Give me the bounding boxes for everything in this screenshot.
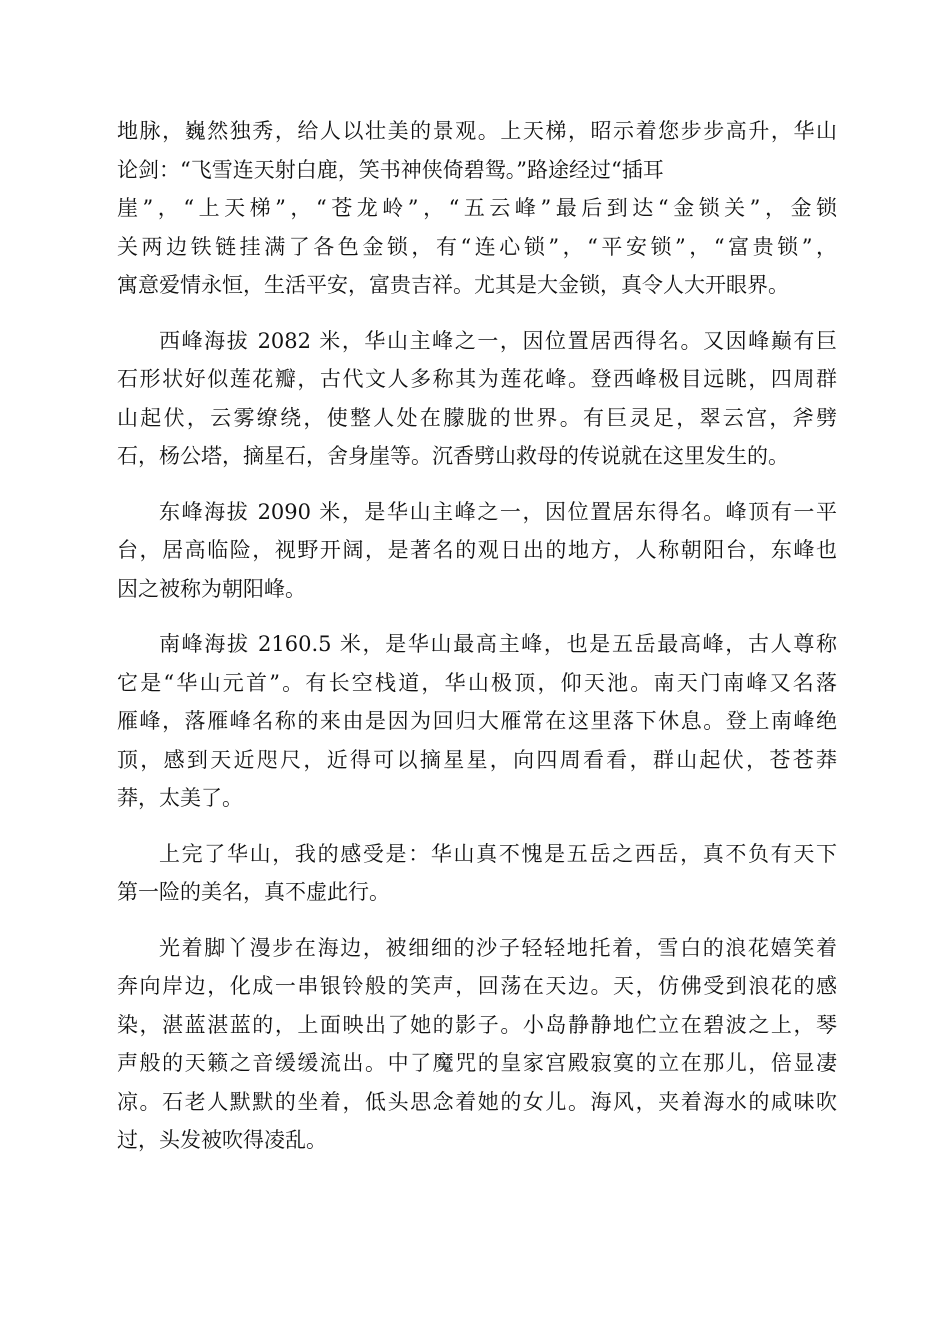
text-line: 东峰海拔 2090 米，是华山主峰之一，因位置居东得名。峰顶有一平	[159, 499, 837, 524]
text-line: 关两边铁链挂满了各色金锁，有“连心锁”，“平安锁”，“富贵锁”，	[117, 234, 837, 259]
text-line: 雁峰，落雁峰名称的来由是因为回归大雁常在这里落下休息。登上南峰绝	[117, 709, 837, 733]
text-line: 奔向岸边，化成一串银铃般的笑声，回荡在天边。天，仿佛受到浪花的感	[117, 974, 837, 998]
text-line: 上完了华山，我的感受是：华山真不愧是五岳之西岳，真不负有天下	[159, 841, 837, 866]
text-line: 南峰海拔 2160.5 米，是华山最高主峰，也是五岳最高峰，古人尊称	[159, 632, 837, 656]
text-line: 山起伏，云雾缭绕，使整人处在朦胧的世界。有巨灵足，翠云宫，斧劈	[117, 405, 837, 430]
text-line: 石形状好似莲花瓣，古代文人多称其为莲花峰。登西峰极目远眺，四周群	[117, 367, 837, 391]
paragraph-seaside	[117, 929, 837, 1160]
text-line: 它是“华山元首”。有长空栈道，华山极顶，仰天池。南天门南峰又名落	[117, 670, 837, 695]
text-line: 寓意爱情永恒，生活平安，富贵吉祥。尤其是大金锁，真令人大开眼界。	[117, 273, 789, 297]
text-line: 第一险的美名，真不虚此行。	[117, 880, 390, 904]
text-line: 过，头发被吹得凌乱。	[117, 1128, 327, 1152]
text-line: 光着脚丫漫步在海边，被细细的沙子轻轻地托着，雪白的浪花嬉笑着	[159, 935, 837, 960]
text-line: 因之被称为朝阳峰。	[117, 576, 306, 601]
paragraph-east-peak	[117, 493, 837, 609]
text-line: 论剑：“飞雪连天射白鹿，笑书神侠倚碧鸳。”路途经过“插耳	[117, 157, 664, 182]
text-line: 凉。石老人默默的坐着，低头思念着她的女儿。海风，夹着海水的咸味吹	[117, 1089, 837, 1114]
text-line: 崖”，“上天梯”，“苍龙岭”，“五云峰”最后到达“金锁关”，金锁	[117, 196, 837, 220]
paragraph-conclusion	[117, 835, 837, 912]
text-line: 顶，感到天近咫尺，近得可以摘星星，向四周看看，群山起伏，苍苍莽	[117, 747, 837, 772]
text-line: 西峰海拔 2082 米，华山主峰之一，因位置居西得名。又因峰巅有巨	[159, 328, 837, 353]
paragraph-1	[117, 112, 837, 305]
text-line: 莽，太美了。	[117, 786, 243, 810]
text-line: 地脉，巍然独秀，给人以壮美的景观。上天梯，昭示着您步步高升，华山	[117, 119, 837, 143]
text-line: 染，湛蓝湛蓝的，上面映出了她的影子。小岛静静地伫立在碧波之上，琴	[117, 1012, 837, 1037]
document-body	[117, 112, 837, 1177]
text-line: 声般的天籁之音缓缓流出。中了魔咒的皇家宫殿寂寞的立在那儿，倍显凄	[117, 1051, 837, 1075]
text-line: 石，杨公塔，摘星石，舍身崖等。沉香劈山救母的传说就在这里发生的。	[117, 444, 789, 468]
text-line: 台，居高临险，视野开阔，是著名的观日出的地方，人称朝阳台，东峰也	[117, 538, 837, 562]
paragraph-south-peak	[117, 625, 837, 818]
paragraph-west-peak	[117, 322, 837, 476]
